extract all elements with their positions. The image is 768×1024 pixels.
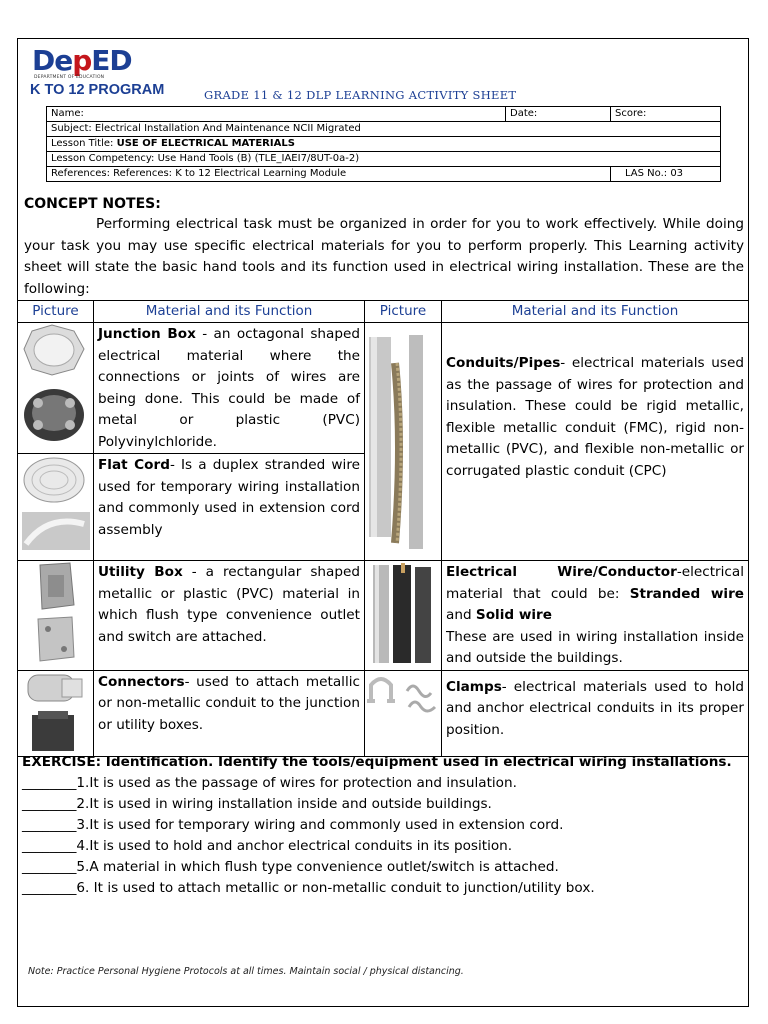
utility-box-desc: Utility Box - a rectangular shaped metallic or plastic (PVC) material in which flush type convenience outlet and switch are attached. <box>94 561 365 671</box>
connectors-picture <box>18 670 94 756</box>
junction-box-desc: Junction Box - an octagonal shaped electrical material where the connections or joints of wires are being done. This could be made of metal or plastic (PVC) Polyvinylchloride. <box>94 323 365 454</box>
col-material-1: Material and its Function <box>94 301 365 323</box>
flat-cord-desc: Flat Cord- Is a duplex stranded wire used for temporary wiring installation and commonly used in extension cord assembly <box>94 454 365 561</box>
logo-dept: DEPARTMENT OF EDUCATION <box>34 75 105 80</box>
col-picture-1: Picture <box>18 301 94 323</box>
name-field[interactable]: Name: <box>47 107 506 122</box>
conduit-picture <box>365 323 442 561</box>
deped-logo <box>30 44 165 102</box>
date-field[interactable]: Date: <box>506 107 611 122</box>
subject-cell: Subject: Electrical Installation And Maintenance NCII Migrated <box>47 122 721 137</box>
exercise-section <box>22 752 744 899</box>
logo-brand: DepED <box>32 44 132 77</box>
wire-desc: Electrical Wire/Conductor-electrical material that could be: Stranded wire and Solid wire These are used in wiring installation inside and outside the buildings. <box>442 561 749 671</box>
exercise-instruction: EXERCISE: Identification. Identify the tools/equipment used in electrical wiring installations. <box>22 754 732 770</box>
exercise-item-6[interactable]: ________6. It is used to attach metallic or non-metallic conduit to junction/utility box. <box>22 880 595 896</box>
lesson-title-cell: Lesson Title: USE OF ELECTRICAL MATERIALS <box>47 137 721 152</box>
concept-paragraph: Performing electrical task must be organized in order for you to work effectively. While doing your task you may use specific electrical materials for you to perform properly. This Learning activity sheet will state the basic hand tools and its function used in electrical wiring installation. These are the following: <box>24 216 744 297</box>
exercise-item-5[interactable]: ________5.A material in which flush type convenience outlet/switch is attached. <box>22 859 559 875</box>
exercise-item-3[interactable]: ________3.It is used for temporary wiring and commonly used in extension cord. <box>22 817 564 833</box>
materials-table <box>17 300 749 757</box>
conduit-desc: Conduits/Pipes- electrical materials used as the passage of wires for protection and insulation. These could be rigid metallic, flexible metallic conduit (FMC), rigid non-metallic (PVC), and flexible non-metallic or corrugated plastic conduit (CPC) <box>442 323 749 561</box>
hygiene-note: Note: Practice Personal Hygiene Protocols at all times. Maintain social / physical distancing. <box>28 966 464 977</box>
utility-box-picture <box>18 561 94 671</box>
clamps-picture <box>365 670 442 756</box>
exercise-item-2[interactable]: ________2.It is used in wiring installation inside and outside buildings. <box>22 796 492 812</box>
connectors-desc: Connectors- used to attach metallic or non-metallic conduit to the junction or utility boxes. <box>94 670 365 756</box>
col-picture-2: Picture <box>365 301 442 323</box>
competency-cell: Lesson Competency: Use Hand Tools (B) (TLE_IAEI7/8UT-0a-2) <box>47 152 721 167</box>
wire-picture <box>365 561 442 671</box>
references-cell: References: References: K to 12 Electrical Learning Module <box>47 167 611 182</box>
score-field[interactable]: Score: <box>611 107 721 122</box>
col-material-2: Material and its Function <box>442 301 749 323</box>
flat-cord-picture <box>18 454 94 561</box>
clamps-desc: Clamps- electrical materials used to hold and anchor electrical conduits in its proper position. <box>442 670 749 756</box>
exercise-item-1[interactable]: ________1.It is used as the passage of wires for protection and insulation. <box>22 775 517 791</box>
info-table <box>46 106 721 182</box>
las-no-cell: LAS No.: 03 <box>611 167 721 182</box>
sheet-title: GRADE 11 & 12 DLP LEARNING ACTIVITY SHEET <box>204 88 517 102</box>
junction-box-picture <box>18 323 94 454</box>
exercise-item-4[interactable]: ________4.It is used to hold and anchor electrical conduits in its position. <box>22 838 513 854</box>
concept-heading: CONCEPT NOTES: <box>24 196 161 212</box>
program-label: K TO 12 PROGRAM <box>30 82 165 98</box>
